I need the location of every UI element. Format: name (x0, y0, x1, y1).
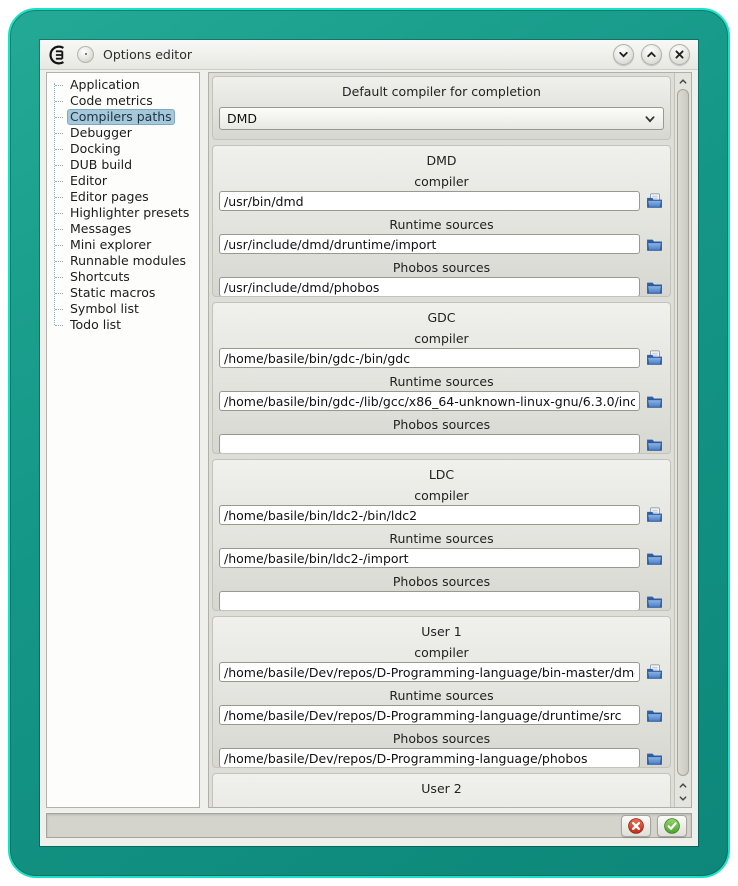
scroll-down-button[interactable] (675, 792, 691, 805)
sidebar-item-label: Highlighter presets (70, 205, 190, 220)
path-field-row (219, 434, 664, 454)
sidebar-item[interactable] (55, 285, 199, 301)
folder-icon (646, 750, 663, 767)
path-field-label: compiler (414, 331, 469, 346)
open-file-icon (646, 507, 663, 524)
sidebar-item-label: Application (70, 77, 140, 92)
path-field-label: Runtime sources (389, 531, 494, 546)
folder-icon (646, 550, 663, 567)
browse-button[interactable] (645, 192, 664, 210)
path-field-label: compiler (414, 174, 469, 189)
path-field-label: compiler (414, 488, 469, 503)
path-field (213, 174, 670, 211)
compiler-group (212, 616, 671, 768)
sidebar-item-label: Code metrics (70, 93, 153, 108)
close-button[interactable] (669, 44, 690, 65)
path-field-label: Phobos sources (392, 731, 491, 746)
chevron-up-icon (678, 77, 688, 86)
cancel-button[interactable] (621, 815, 651, 837)
compiler-group (212, 145, 671, 297)
compiler-group-title: User 1 (421, 624, 462, 639)
accept-icon (663, 817, 681, 835)
path-field-label: Runtime sources (389, 688, 494, 703)
cancel-icon (627, 817, 645, 835)
path-field (213, 531, 670, 568)
compiler-group (212, 773, 671, 807)
window-frame (8, 8, 730, 878)
tree-branch-icon (55, 181, 63, 182)
tree-branch-icon (55, 293, 63, 294)
browse-button[interactable] (645, 749, 664, 767)
browse-button[interactable] (645, 235, 664, 253)
sidebar-item-label: Debugger (70, 125, 132, 140)
path-input[interactable] (219, 391, 640, 411)
sidebar-item[interactable] (55, 93, 199, 109)
sidebar-item[interactable] (55, 237, 199, 253)
path-input[interactable] (219, 434, 640, 454)
browse-button[interactable] (645, 392, 664, 410)
sidebar-item-label: Docking (70, 141, 121, 156)
compiler-group-fields (213, 174, 670, 297)
statusbar-wrap (40, 808, 698, 846)
sidebar-item[interactable] (55, 253, 199, 269)
path-field (213, 331, 670, 368)
compilers-paths-page (208, 72, 692, 808)
scroll-up-button[interactable] (675, 75, 691, 88)
browse-button[interactable] (645, 506, 664, 524)
sidebar-item-label: Symbol list (70, 301, 139, 316)
path-input[interactable] (219, 234, 640, 254)
options-editor-window (40, 40, 698, 846)
tree-branch-icon (55, 245, 63, 246)
path-field-row (219, 662, 664, 682)
scroll-up-button-bottom[interactable] (675, 779, 691, 792)
tree-branch-icon (55, 229, 63, 230)
sidebar-item[interactable] (55, 221, 199, 237)
sidebar-item[interactable] (55, 189, 199, 205)
tree-branch-icon (55, 261, 63, 262)
compiler-group-title: DMD (426, 153, 457, 168)
path-input[interactable] (219, 277, 640, 297)
path-input[interactable] (219, 705, 640, 725)
settings-scrollview (209, 73, 674, 807)
tree-branch-icon (55, 117, 63, 118)
vertical-scrollbar[interactable] (674, 73, 691, 807)
sidebar-item-label: Editor pages (70, 189, 149, 204)
statusbar (46, 813, 692, 838)
sidebar-item-label: Shortcuts (70, 269, 130, 284)
compiler-group-fields (213, 331, 670, 454)
tree-guide-line (54, 83, 55, 325)
coedit-logo-icon (48, 45, 70, 65)
sidebar-item-label: DUB build (70, 157, 133, 172)
chevron-down-icon (644, 113, 656, 125)
tree-branch-icon (55, 277, 63, 278)
scrollbar-thumb[interactable] (677, 89, 689, 776)
folder-icon (646, 436, 663, 453)
path-field (213, 488, 670, 525)
sidebar-item[interactable] (55, 317, 199, 333)
folder-icon (646, 393, 663, 410)
path-field-row (219, 277, 664, 297)
browse-button[interactable] (645, 549, 664, 567)
sidebar-item-label: Runnable modules (70, 253, 186, 268)
compiler-group (212, 302, 671, 454)
tree-branch-icon (55, 197, 63, 198)
path-field-row (219, 234, 664, 254)
path-field (213, 417, 670, 454)
folder-icon (646, 593, 663, 610)
browse-button[interactable] (645, 592, 664, 610)
sidebar-item[interactable] (55, 109, 199, 125)
folder-icon (646, 279, 663, 296)
tree-branch-icon (55, 149, 63, 150)
path-field-row (219, 591, 664, 611)
sidebar-item[interactable] (55, 141, 199, 157)
sidebar-item-label: Static macros (70, 285, 156, 300)
path-field-row (219, 348, 664, 368)
sidebar-item-label: Messages (70, 221, 132, 236)
tree-branch-icon (55, 85, 63, 86)
path-input[interactable] (219, 748, 640, 768)
tree-branch-icon (55, 133, 63, 134)
path-field (213, 731, 670, 768)
browse-button[interactable] (645, 706, 664, 724)
accept-button[interactable] (657, 815, 687, 837)
path-input[interactable] (219, 548, 640, 568)
chevron-up-icon (678, 781, 688, 790)
default-compiler-group (212, 76, 671, 140)
compiler-group-title: GDC (427, 310, 456, 325)
chevron-up-icon (646, 49, 657, 60)
sidebar-item-label: Compilers paths (67, 109, 175, 125)
keep-above-button[interactable] (641, 44, 662, 65)
sidebar-item-label: Todo list (70, 317, 122, 332)
compiler-group-title: LDC (428, 467, 455, 482)
path-field (213, 260, 670, 297)
compiler-group-fields (213, 488, 670, 611)
path-field-label: Runtime sources (389, 217, 494, 232)
browse-button[interactable] (645, 349, 664, 367)
chevron-down-icon (618, 49, 629, 60)
group-title: Default compiler for completion (342, 84, 541, 99)
path-field-row (219, 748, 664, 768)
sidebar-item[interactable] (55, 205, 199, 221)
path-field-row (219, 191, 664, 211)
tree-branch-icon (55, 213, 63, 214)
path-field (213, 574, 670, 611)
path-field-label: compiler (414, 645, 469, 660)
sidebar-item[interactable] (55, 173, 199, 189)
path-input[interactable] (219, 348, 640, 368)
path-field-label: Phobos sources (392, 574, 491, 589)
path-field (213, 374, 670, 411)
path-input[interactable] (219, 191, 640, 211)
compiler-group-fields (213, 645, 670, 768)
titlebar[interactable] (40, 40, 698, 70)
open-file-icon (646, 193, 663, 210)
sidebar-item[interactable] (55, 269, 199, 285)
tree-branch-icon (55, 101, 63, 102)
category-tree (46, 72, 200, 808)
window-menu-button[interactable] (77, 46, 94, 63)
path-field-row (219, 705, 664, 725)
path-input[interactable] (219, 505, 640, 525)
path-input[interactable] (219, 591, 640, 611)
sidebar-item-label: Editor (70, 173, 107, 188)
path-field-row (219, 548, 664, 568)
default-compiler-select[interactable] (219, 107, 664, 130)
browse-button[interactable] (645, 278, 664, 296)
tree-branch-icon (55, 165, 63, 166)
chevron-down-icon (678, 794, 688, 803)
folder-icon (646, 707, 663, 724)
category-list (47, 77, 199, 333)
compiler-group (212, 459, 671, 611)
tree-branch-icon (55, 309, 63, 310)
path-field (213, 688, 670, 725)
shade-button[interactable] (613, 44, 634, 65)
path-field-row (219, 505, 664, 525)
open-file-icon (646, 664, 663, 681)
path-field-label: Phobos sources (392, 260, 491, 275)
path-field-label: Runtime sources (389, 374, 494, 389)
path-field-label: Phobos sources (392, 417, 491, 432)
compiler-group-title: User 2 (421, 781, 462, 796)
main-area (40, 70, 698, 808)
browse-button[interactable] (645, 435, 664, 453)
tree-branch-icon (55, 325, 63, 326)
selected-compiler-value: DMD (227, 111, 258, 126)
browse-button[interactable] (645, 663, 664, 681)
path-input[interactable] (219, 662, 640, 682)
sidebar-item[interactable] (55, 125, 199, 141)
window-title: Options editor (103, 47, 192, 62)
path-field (213, 645, 670, 682)
sidebar-item[interactable] (55, 77, 199, 93)
sidebar-item[interactable] (55, 301, 199, 317)
open-file-icon (646, 350, 663, 367)
sidebar-item[interactable] (55, 157, 199, 173)
folder-icon (646, 236, 663, 253)
path-field-row (219, 391, 664, 411)
sidebar-item-label: Mini explorer (70, 237, 152, 252)
path-field (213, 217, 670, 254)
close-icon (674, 49, 685, 60)
